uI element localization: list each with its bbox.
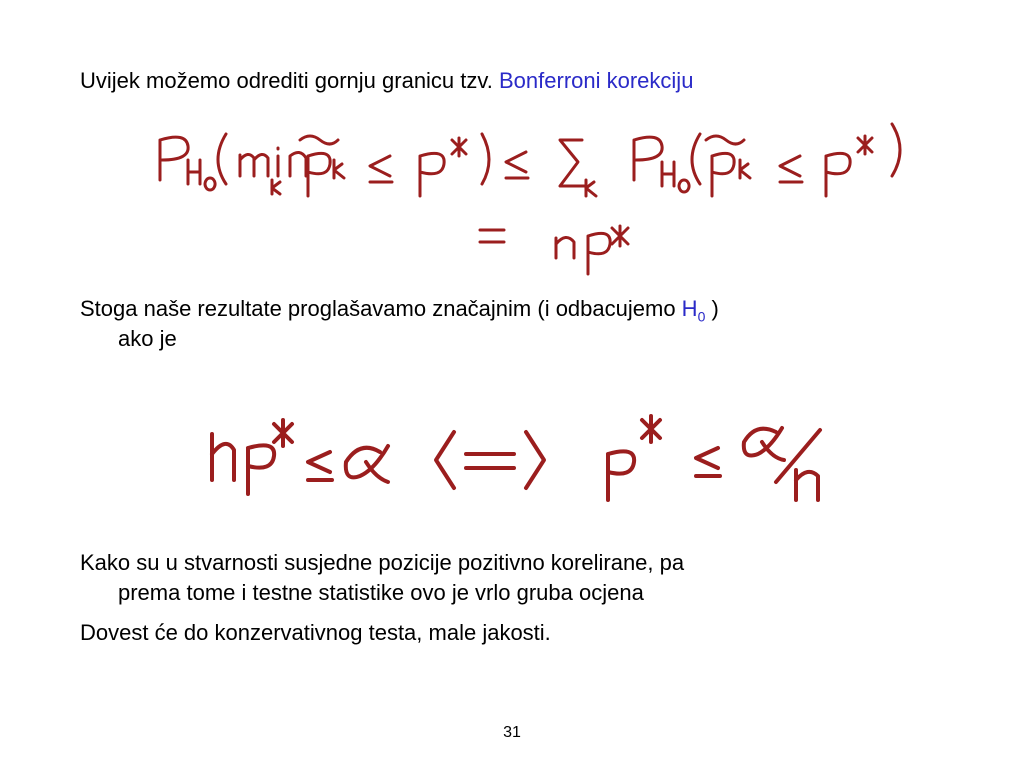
correlation-continuation: prema tome i testne statistike ovo je vrlo gruba ocjena [118, 580, 644, 605]
conclusion-line [80, 618, 940, 648]
criterion-continuation: ako je [118, 326, 177, 351]
intro-text: Uvijek možemo odrediti gornju granicu tzv. [80, 68, 499, 93]
bonferroni-term: Bonferroni korekciju [499, 68, 694, 93]
h0-letter: H [681, 296, 698, 321]
conclusion-text: Dovest će do konzervativnog testa, male jakosti. [80, 620, 551, 645]
h0-subscript: 0 [697, 308, 706, 325]
correlation-note [80, 548, 940, 608]
criterion-close: ) [705, 296, 719, 321]
page-number: 31 [503, 724, 521, 741]
correlation-text: Kako su u stvarnosti susjedne pozicije pozitivno korelirane, pa [80, 550, 685, 575]
criterion-text: Stoga naše rezultate proglašavamo značajnim (i odbacujemo [80, 296, 682, 321]
